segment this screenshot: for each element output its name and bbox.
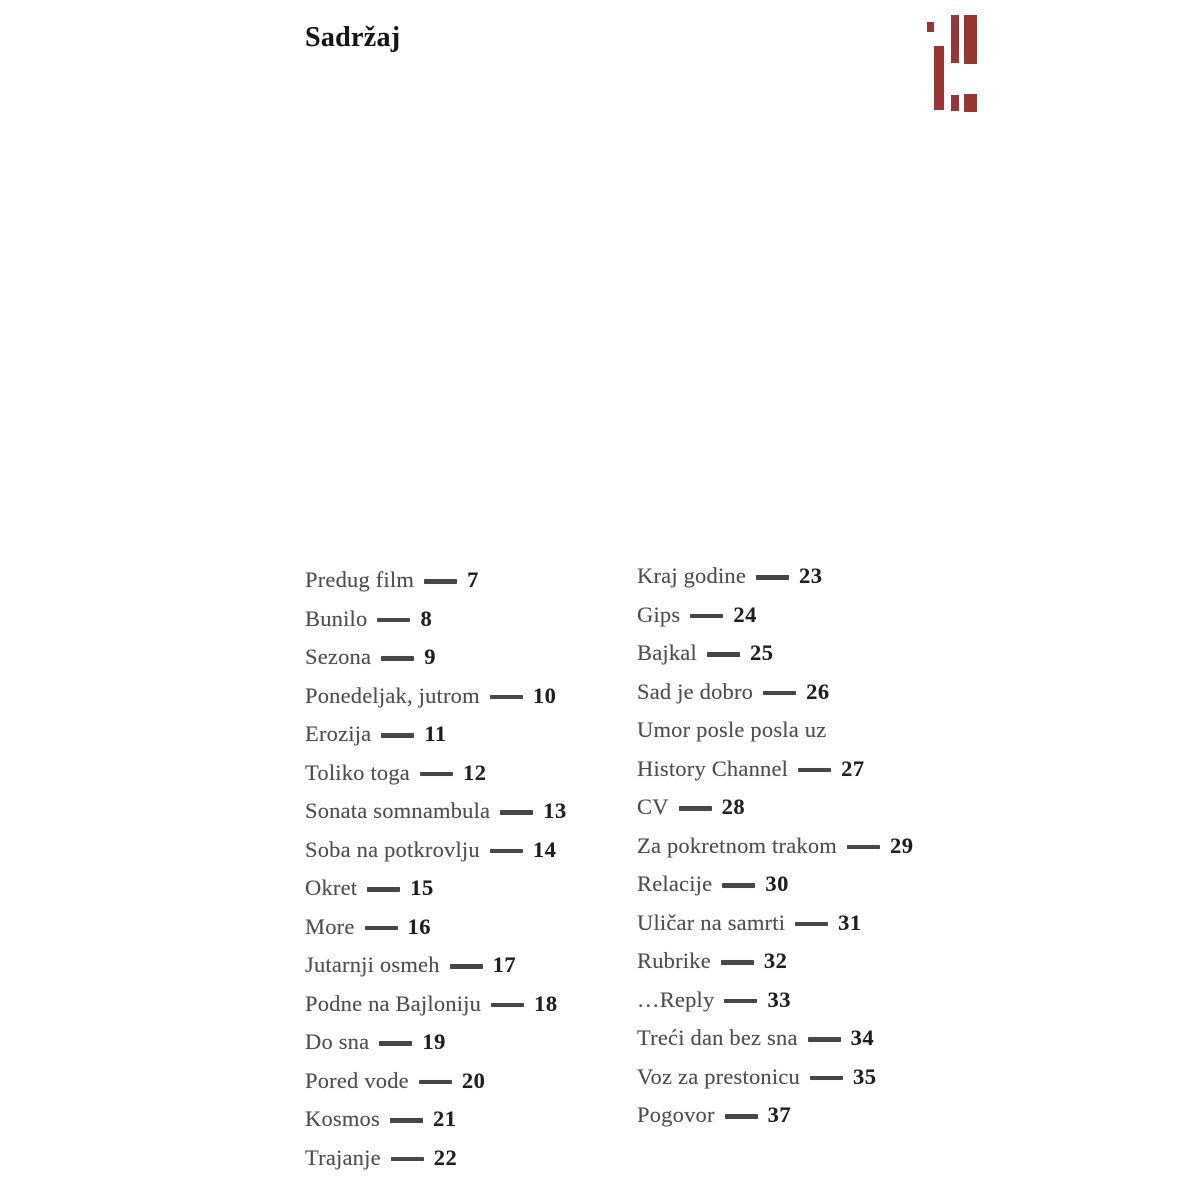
scan-mark: [951, 15, 959, 63]
toc-entry-dash: [390, 1118, 423, 1123]
toc-entry: [305, 1139, 567, 1178]
toc-entry-title: Sonata somnambula: [305, 798, 491, 824]
toc-entry-page: 19: [422, 1029, 446, 1055]
toc-entry-dash: [795, 922, 828, 927]
toc-entry: [637, 711, 914, 750]
toc-entry-title: Bajkal: [637, 640, 697, 666]
toc-entry: [305, 1023, 567, 1062]
toc-entry-dash: [810, 1076, 843, 1081]
toc-entry-page: 28: [721, 794, 746, 820]
toc-entry-title: Pored vode: [305, 1067, 409, 1093]
toc-entry-page: 24: [733, 601, 757, 627]
toc-entry: [637, 981, 914, 1020]
toc-entry-title: Predug film: [305, 567, 415, 593]
toc-entry: [305, 715, 567, 754]
toc-entry-dash: [722, 883, 755, 888]
toc-entry: [305, 985, 567, 1024]
toc-entry: [305, 561, 567, 600]
scan-mark: [927, 22, 934, 32]
toc-entry-dash: [756, 575, 789, 580]
toc-entry-dash: [491, 1003, 524, 1008]
toc-entry-title: Kosmos: [305, 1106, 380, 1132]
toc-entry-page: 34: [850, 1025, 875, 1051]
toc-entry: [637, 865, 914, 904]
toc-entry: [637, 827, 914, 866]
toc-entry-title: Uličar na samrti: [637, 909, 786, 935]
toc-entry: [637, 634, 914, 673]
toc-entry-title: Ponedeljak, jutrom: [305, 682, 480, 708]
toc-entry-dash: [450, 964, 483, 969]
toc-entry-page: 11: [424, 721, 447, 747]
toc-entry: [305, 908, 567, 947]
toc-entry-dash: [367, 887, 400, 892]
toc-entry-page: 14: [532, 836, 557, 862]
toc-entry-page: 32: [763, 948, 788, 974]
toc-entry-dash: [798, 768, 831, 773]
toc-entry-page: 9: [424, 644, 436, 670]
toc-entry: [305, 677, 567, 716]
toc-entry-title: Voz za prestonicu: [637, 1063, 800, 1089]
toc-entry-dash: [721, 960, 754, 965]
toc-entry-title: Trajanje: [305, 1144, 381, 1170]
toc-entry-page: 33: [767, 986, 791, 1012]
toc-entry-dash: [377, 618, 410, 623]
toc-entry-page: 15: [410, 875, 434, 901]
toc-entry: [305, 638, 567, 677]
toc-entry: [637, 750, 914, 789]
toc-entry-page: 12: [463, 759, 487, 785]
toc-entry-dash: [379, 1041, 412, 1046]
scan-mark: [934, 46, 944, 110]
toc-entry: [637, 1096, 914, 1135]
toc-entry-dash: [847, 845, 880, 850]
toc-entry-dash: [381, 733, 414, 738]
toc-entry-title: Jutarnji osmeh: [305, 952, 440, 978]
toc-entry-dash: [725, 1114, 758, 1119]
toc-entry-title: …Reply: [637, 986, 715, 1012]
toc-entry-page: 8: [420, 605, 433, 631]
toc-entry: [305, 946, 567, 985]
toc-entry-title: Sezona: [305, 644, 372, 670]
toc-entry: [637, 1058, 914, 1097]
toc-entry-page: 23: [799, 563, 823, 589]
toc-entry-title: Soba na potkrovlju: [305, 836, 480, 862]
toc-entry-dash: [365, 926, 398, 931]
toc-entry: [637, 942, 914, 981]
toc-column-left: [305, 561, 567, 1177]
toc-entry: [305, 754, 567, 793]
toc-entry-page: 37: [767, 1102, 792, 1128]
toc-entry-title: CV: [637, 794, 669, 820]
toc-entry-title: Kraj godine: [637, 563, 747, 589]
toc-entry-title: Rubrike: [637, 948, 711, 974]
toc-entry-title: Toliko toga: [305, 759, 410, 785]
toc-entry-page: 20: [461, 1067, 486, 1093]
toc-entry-title: Podne na Bajloniju: [305, 990, 482, 1016]
toc-entry-title: Bunilo: [305, 605, 368, 631]
toc-entry-page: 31: [838, 909, 862, 935]
toc-entry: [305, 792, 567, 831]
toc-entry: [305, 1100, 567, 1139]
toc-entry-page: 26: [806, 678, 830, 704]
toc-entry-page: 27: [841, 755, 865, 781]
toc-entry-dash: [724, 999, 757, 1004]
toc-entry-dash: [420, 772, 453, 777]
toc-entry-dash: [808, 1037, 841, 1042]
toc-entry-page: 10: [532, 682, 557, 708]
toc-entry-dash: [381, 656, 414, 661]
toc-entry-dash: [679, 806, 712, 811]
toc-entry: [305, 600, 567, 639]
toc-entry: [637, 596, 914, 635]
toc-entry-title: Erozija: [305, 721, 372, 747]
toc-entry-title: History Channel: [637, 755, 789, 781]
toc-entry-title: Sad je dobro: [637, 678, 754, 704]
toc-entry-page: 22: [433, 1144, 458, 1170]
toc-entry-page: 29: [890, 832, 914, 858]
page-title: Sadržaj: [305, 22, 401, 53]
toc-entry-dash: [500, 810, 533, 815]
toc-entry-dash: [424, 579, 457, 584]
toc-entry-dash: [763, 691, 796, 696]
toc-entry-title: Treći dan bez sna: [637, 1025, 798, 1051]
toc-entry: [305, 1062, 567, 1101]
toc-entry-page: 17: [492, 952, 517, 978]
toc-entry-page: 35: [852, 1063, 877, 1089]
scan-mark: [951, 95, 959, 111]
toc-entry-page: 25: [749, 640, 774, 666]
toc-entry: [637, 904, 914, 943]
toc-entry-title: Gips: [637, 601, 681, 627]
toc-entry-title: Pogovor: [637, 1102, 715, 1128]
toc-entry: [305, 831, 567, 870]
toc-entry-page: 7: [467, 567, 479, 593]
toc-entry-dash: [391, 1157, 424, 1162]
toc-entry-title: More: [305, 913, 355, 939]
scan-mark: [964, 94, 977, 112]
toc-entry-page: 30: [765, 871, 789, 897]
toc-entry-title: Okret: [305, 875, 358, 901]
toc-entry: [637, 557, 914, 596]
toc-entry: [637, 788, 914, 827]
toc-entry-page: 16: [407, 913, 432, 939]
toc-entry-dash: [707, 652, 740, 657]
toc-entry-page: 21: [432, 1106, 457, 1132]
toc-column-right: [637, 557, 914, 1135]
toc-entry-title: Relacije: [637, 871, 713, 897]
toc-entry-dash: [419, 1080, 452, 1085]
toc-entry: [305, 869, 567, 908]
toc-entry-dash: [690, 614, 723, 619]
toc-entry-title: Umor posle posla uz: [637, 717, 827, 743]
scan-mark: [964, 15, 977, 64]
toc-entry-page: 18: [534, 990, 558, 1016]
toc-entry-page: 13: [543, 798, 567, 824]
toc-entry: [637, 673, 914, 712]
toc-entry-title: Do sna: [305, 1029, 370, 1055]
toc-entry: [637, 1019, 914, 1058]
toc-entry-title: Za pokretnom trakom: [637, 832, 837, 858]
toc-entry-dash: [490, 849, 523, 854]
toc-entry-dash: [490, 695, 523, 700]
